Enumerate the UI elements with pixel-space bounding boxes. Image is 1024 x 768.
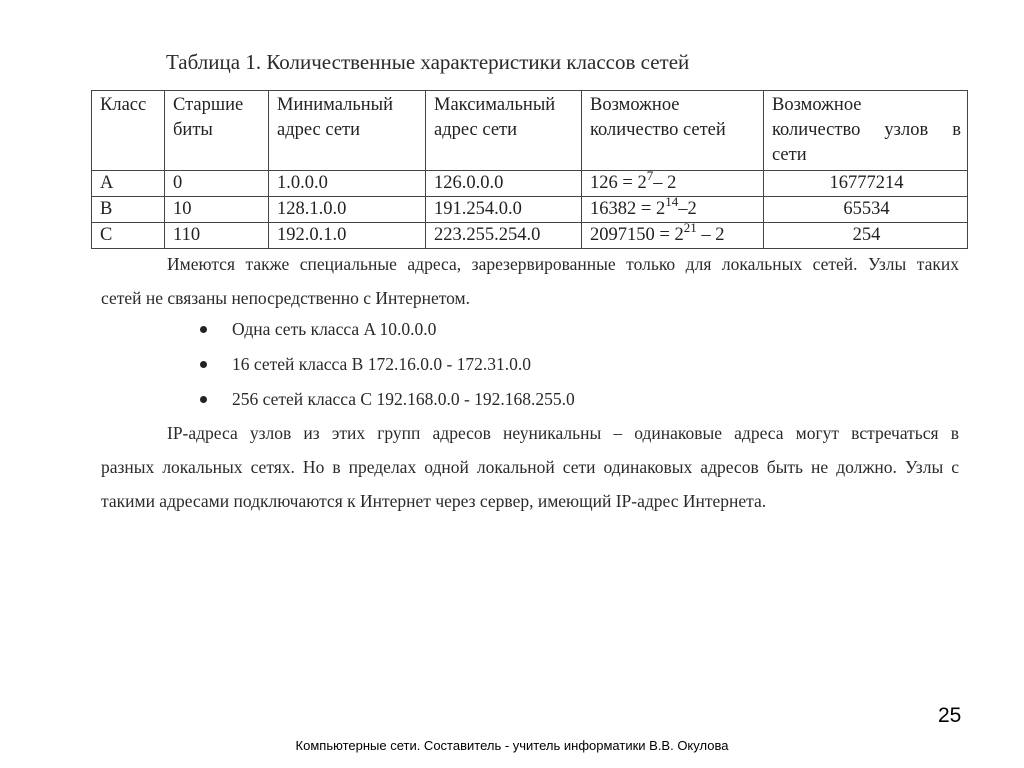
table-row-class-a: [92, 171, 968, 197]
list-item: 256 сетей класса C 192.168.0.0 - 192.168.255.0: [196, 382, 575, 417]
header-node-count: Возможное количество узлов в сети: [764, 91, 968, 171]
cell-bits: 0: [165, 171, 269, 197]
cell-class: B: [92, 197, 165, 223]
cell-network-count: $2097150 = 2^{21} - 2$: [582, 223, 764, 249]
cell-min-address: 192.0.1.0: [269, 223, 426, 249]
header-high-bits: Старшие биты: [165, 91, 269, 171]
cell-max-address: 223.255.254.0: [426, 223, 582, 249]
header-max-address: Максимальный адрес сети: [426, 91, 582, 171]
cell-node-count: 254: [764, 223, 968, 249]
non-unique-addresses-paragraph: IP-адреса узлов из этих групп адресов неуникальны – одинаковые адреса могут встречаться в разных локальных сетях. Но в пределах одной локальной сети одинаковых адресов быть не должно. Узлы с такими адресами подключаются к Интернет через сервер, имеющий IP-адрес Интернета.: [101, 423, 959, 511]
header-class: Класс: [92, 91, 165, 171]
reserved-addresses-paragraph: Имеются также специальные адреса, зарезервированные только для локальных сетей. Узлы таких сетей не связаны непосредственно с Интернетом.: [101, 254, 959, 308]
cell-max-address: 191.254.0.0: [426, 197, 582, 223]
bullet-icon: [200, 396, 207, 403]
table-row-class-c: [92, 223, 968, 249]
footer-text: Компьютерные сети. Составитель - учитель информатики В.В. Окулова: [295, 738, 729, 753]
table-header-row: [92, 91, 968, 171]
header-network-count: Возможное количество сетей: [582, 91, 764, 171]
table-row-class-b: [92, 197, 968, 223]
cell-network-count: $16382 = 2^{14}-2$: [582, 197, 764, 223]
cell-node-count: 16777214: [764, 171, 968, 197]
cell-network-count: $126 = 2^7-$ 2: [582, 171, 764, 197]
list-item: 16 сетей класса B 172.16.0.0 - 172.31.0.0: [196, 347, 575, 382]
cell-class: A: [92, 171, 165, 197]
cell-node-count: 65534: [764, 197, 968, 223]
private-ranges-list: [196, 312, 575, 417]
cell-bits: 10: [165, 197, 269, 223]
cell-min-address: 128.1.0.0: [269, 197, 426, 223]
cell-bits: 110: [165, 223, 269, 249]
page-number: 25: [938, 704, 962, 727]
bullet-icon: [200, 361, 207, 368]
list-item: Одна сеть класса A 10.0.0.0: [196, 312, 575, 347]
table-caption: Таблица 1. Количественные характеристики классов сетей: [166, 50, 690, 74]
cell-max-address: 126.0.0.0: [426, 171, 582, 197]
header-min-address: Минимальный адрес сети: [269, 91, 426, 171]
network-classes-table: [91, 90, 968, 249]
bullet-icon: [200, 326, 207, 333]
cell-class: C: [92, 223, 165, 249]
cell-min-address: 1.0.0.0: [269, 171, 426, 197]
